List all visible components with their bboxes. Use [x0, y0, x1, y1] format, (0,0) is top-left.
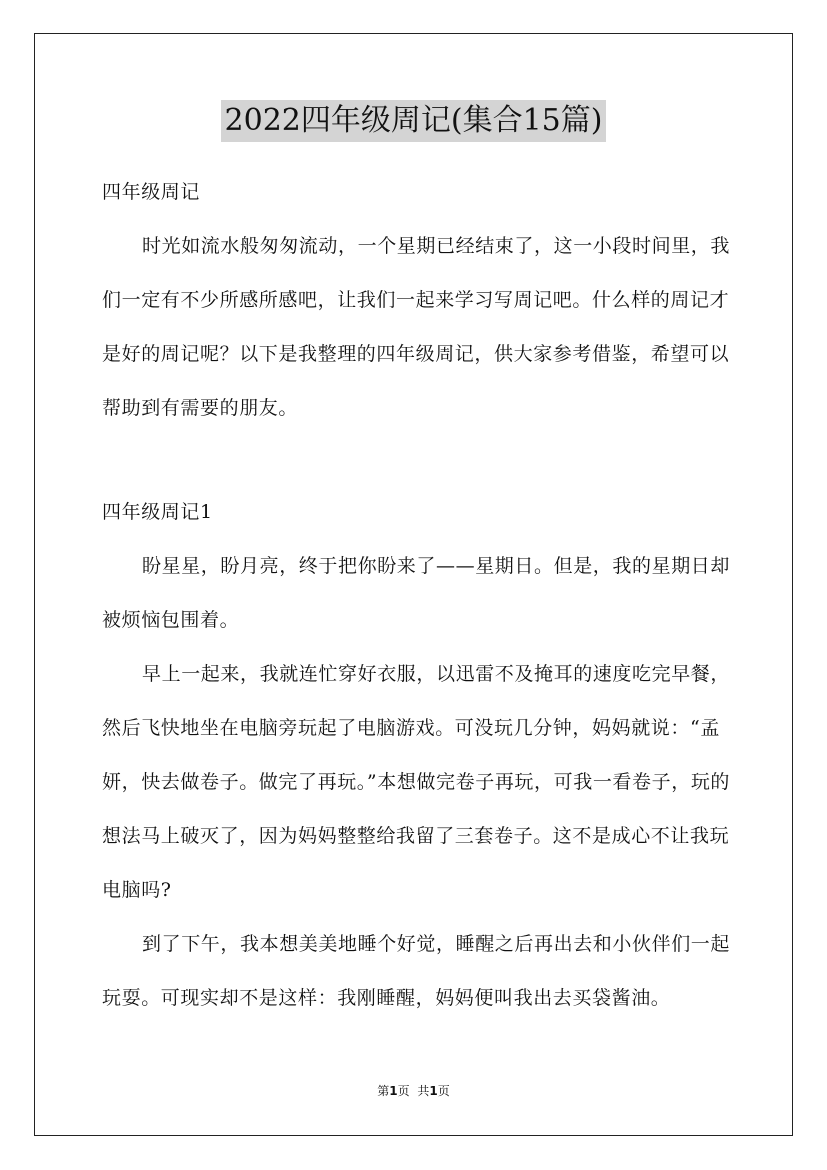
title-container	[0, 100, 827, 142]
intro-paragraph: 时光如流水般匆匆流动，一个星期已经结束了，这一小段时间里，我们一定有不少所感所感吧，让我们一起来学习写周记吧。什么样的周记才是好的周记呢？以下是我整理的四年级周记，供大家参考借鉴，希望可以帮助到有需要的朋友。	[102, 235, 731, 419]
document-title: 2022四年级周记(集合15篇)	[221, 100, 607, 142]
total-number: 1	[429, 1084, 438, 1098]
body-paragraph: 早上一起来，我就连忙穿好衣服，以迅雷不及掩耳的速度吃完早餐，然后飞快地坐在电脑旁玩起了电脑游戏。可没玩几分钟，妈妈就说：“孟妍，快去做卷子。做完了再玩。”本想做完卷子再玩，可我一看卷子，玩的想法马上破灭了，因为妈妈整整给我留了三套卷子。这不是成心不让我玩电脑吗?	[102, 663, 731, 901]
total-prefix: 共	[417, 1084, 430, 1098]
body-paragraph: 到了下午，我本想美美地睡个好觉，睡醒之后再出去和小伙伴们一起玩耍。可现实却不是这样：我刚睡醒，妈妈便叫我出去买袋酱油。	[102, 933, 731, 1009]
document-body	[102, 165, 742, 1025]
page-number: 1	[389, 1084, 398, 1098]
body-paragraph: 盼星星，盼月亮，终于把你盼来了——星期日。但是，我的星期日却被烦恼包围着。	[102, 555, 731, 631]
page-prefix: 第	[377, 1084, 390, 1098]
section-spacer	[102, 435, 742, 485]
section-heading: 四年级周记1	[102, 501, 213, 523]
intro-heading: 四年级周记	[102, 181, 201, 203]
page-suffix: 页	[397, 1084, 410, 1098]
page-footer	[0, 1082, 827, 1099]
total-suffix: 页	[437, 1084, 450, 1098]
